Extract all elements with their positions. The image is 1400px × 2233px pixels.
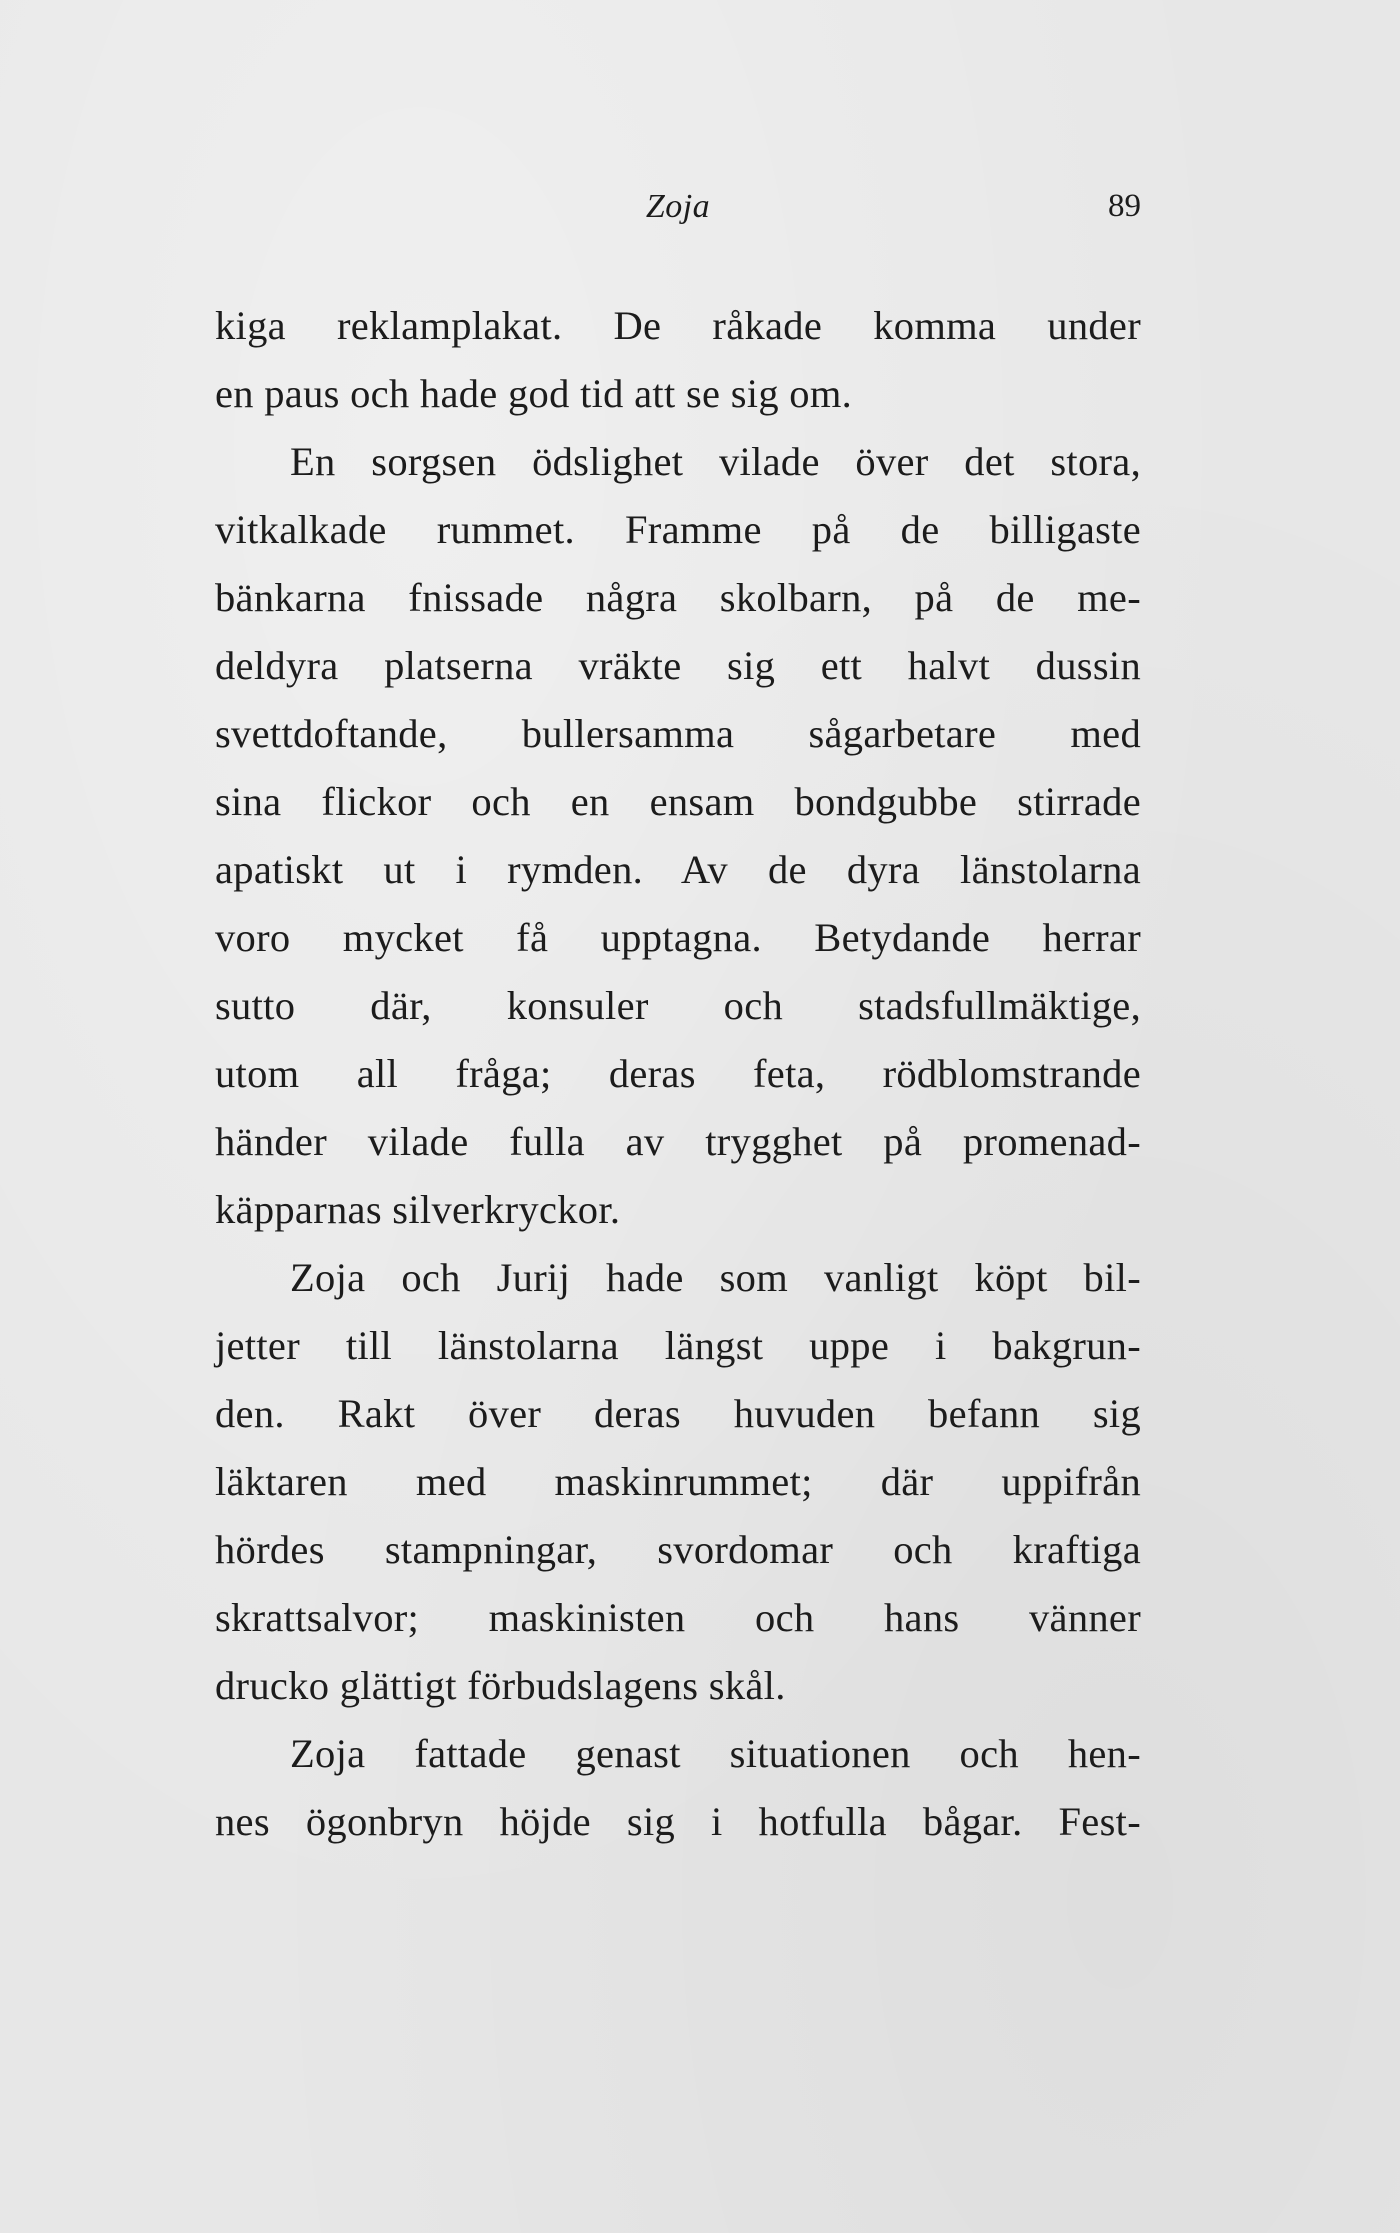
text-line: apatiskt ut i rymden. Av de dyra länstolarna [215,847,1141,892]
text-line: Zoja och Jurij hade som vanligt köpt bil- [290,1255,1141,1300]
text-line: Zoja fattade genast situationen och hen- [290,1731,1141,1776]
text-line: drucko glättigt förbudslagens skål. [215,1663,786,1708]
text-line: vitkalkade rummet. Framme på de billigaste [215,507,1141,552]
text-line: voro mycket få upptagna. Betydande herrar [215,915,1141,960]
text-line: svettdoftande, bullersamma sågarbetare med [215,711,1141,756]
text-line: kiga reklamplakat. De råkade komma under [215,303,1141,348]
text-line: käpparnas silverkryckor. [215,1187,621,1232]
text-line: deldyra platserna vräkte sig ett halvt dussin [215,643,1141,688]
page-header [215,188,1141,238]
text-line: sina flickor och en ensam bondgubbe stirrade [215,779,1141,824]
text-line: jetter till länstolarna längst uppe i bakgrun- [215,1323,1141,1368]
body-text [215,292,1141,1856]
text-line: händer vilade fulla av trygghet på promenad- [215,1119,1141,1164]
running-title: Zoja [645,188,711,225]
text-line: sutto där, konsuler och stadsfullmäktige, [215,983,1141,1028]
text-line: nes ögonbryn höjde sig i hotfulla bågar. Fest- [215,1799,1141,1844]
text-line: hördes stampningar, svordomar och kraftiga [215,1527,1141,1572]
text-line: En sorgsen ödslighet vilade över det stora, [290,439,1141,484]
text-line: bänkarna fnissade några skolbarn, på de me- [215,575,1141,620]
text-line: den. Rakt över deras huvuden befann sig [215,1391,1141,1436]
text-line: en paus och hade god tid att se sig om. [215,371,853,416]
text-line: utom all fråga; deras feta, rödblomstrande [215,1051,1141,1096]
text-line: skrattsalvor; maskinisten och hans vänner [215,1595,1141,1640]
page-number: 89 [1108,188,1141,224]
text-line: läktaren med maskinrummet; där uppifrån [215,1459,1141,1504]
